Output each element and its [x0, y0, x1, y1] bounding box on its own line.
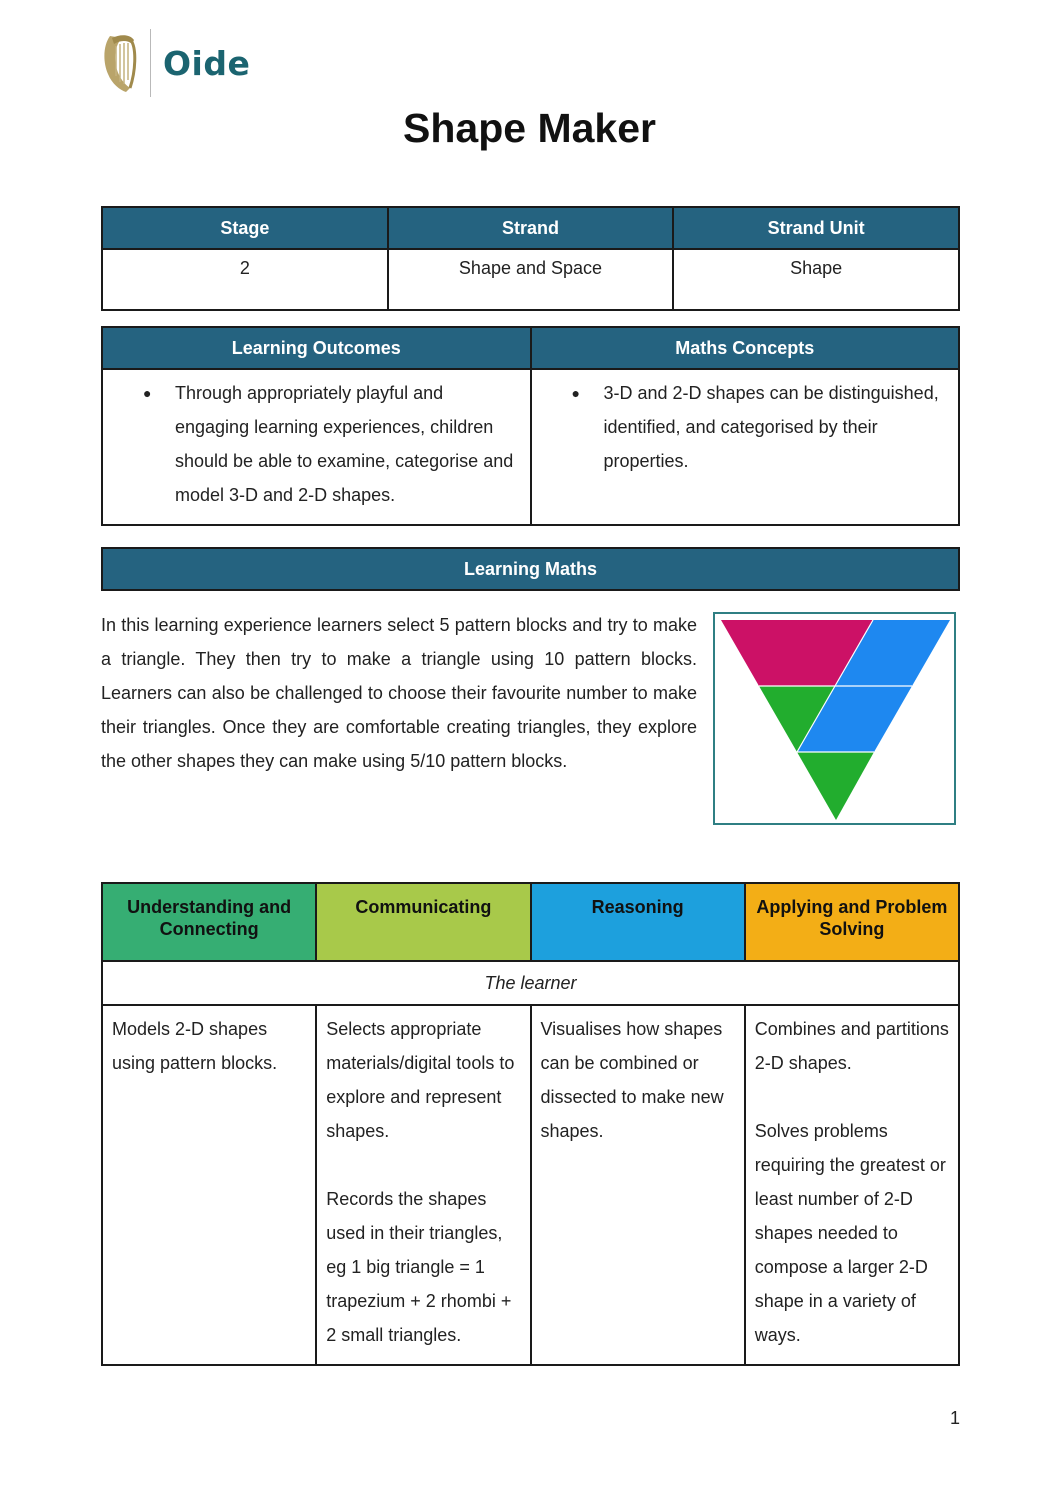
applying-cell [745, 1005, 959, 1365]
communicating-cell [316, 1005, 530, 1365]
logo-divider [150, 29, 151, 97]
applying-item: Solves problems requiring the greatest or least number of 2-D shapes needed to compose a larger 2-D shape in a variety of ways. [754, 1121, 946, 1345]
understanding-item: Models 2-D shapes using pattern blocks. [112, 1019, 278, 1073]
reasoning-cell [531, 1005, 745, 1365]
header-applying-problem-solving: Applying and Problem Solving [745, 883, 959, 961]
header-understanding-connecting: Understanding and Connecting [102, 883, 316, 961]
maths-concepts-cell [531, 369, 960, 525]
communicating-item: Records the shapes used in their triangles, eg 1 big triangle = 1 trapezium + 2 rhombi + 2 small triangles. [326, 1189, 512, 1345]
communicating-item: Selects appropriate materials/digital tools to explore and represent shapes. [326, 1019, 515, 1141]
header-communicating: Communicating [316, 883, 530, 961]
header-maths-concepts: Maths Concepts [531, 327, 960, 369]
brand-name: Oide [163, 43, 251, 83]
info-table [101, 206, 960, 311]
value-stage: 2 [102, 249, 388, 310]
learning-outcomes-cell [102, 369, 531, 525]
header-strand-unit: Strand Unit [673, 207, 959, 249]
learning-maths-heading: Learning Maths [101, 547, 960, 591]
header-strand: Strand [388, 207, 674, 249]
understanding-cell [102, 1005, 316, 1365]
header-learning-outcomes: Learning Outcomes [102, 327, 531, 369]
learning-maths-text: In this learning experience learners select 5 pattern blocks and try to make a triangle. They then try to make a triangle using 10 pattern blocks. Learners can also be challenged to choose their favourite number to make their triangles. Once they are comfortable creating triangles, they explore the other shapes they can make using 5/10 pattern blocks. [101, 615, 697, 771]
pattern-block-triangle-figure [713, 612, 956, 825]
triangle-block-bottom [797, 752, 874, 820]
applying-item: Combines and partitions 2-D shapes. [754, 1019, 949, 1073]
harp-icon [100, 30, 140, 96]
maths-concept-item: ● 3-D and 2-D shapes can be distinguished, identified, and categorised by their properties. [604, 376, 951, 478]
elements-table [101, 882, 960, 1366]
header-reasoning: Reasoning [531, 883, 745, 961]
learning-outcome-item: ● Through appropriately playful and engaging learning experiences, children should be able to examine, categorise and model 3-D and 2-D shapes. [175, 376, 522, 512]
reasoning-item: Visualises how shapes can be combined or dissected to make new shapes. [540, 1019, 724, 1141]
oide-logo [100, 28, 250, 98]
header-stage: Stage [102, 207, 388, 249]
value-strand: Shape and Space [388, 249, 674, 310]
page-title: Shape Maker [403, 105, 656, 151]
the-learner-row: The learner [102, 961, 959, 1005]
value-strand-unit: Shape [673, 249, 959, 310]
outcomes-table [101, 326, 960, 526]
page-number: 1 [949, 1408, 960, 1428]
